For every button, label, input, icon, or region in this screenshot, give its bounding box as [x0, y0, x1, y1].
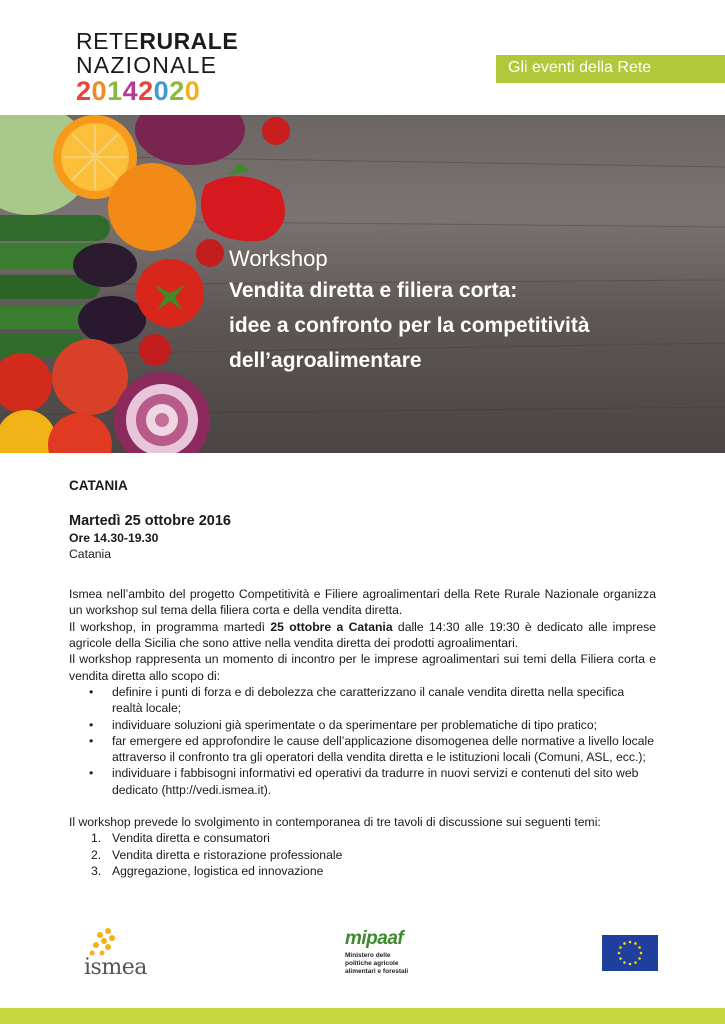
event-city: CATANIA — [69, 478, 128, 493]
topic-text: Vendita diretta e consumatori — [112, 831, 270, 846]
schedule-paragraph — [69, 619, 656, 652]
intro-paragraph: Ismea nell’ambito del progetto Competitività e Filiere agroalimentari della Rete Rurale Nazionale organizza un workshop sul tema della filiera corta e della vendita diretta. — [69, 587, 656, 618]
logo-year-digit: 0 — [153, 76, 170, 106]
list-item — [91, 847, 656, 863]
schedule-date-bold: 25 ottobre a Catania — [270, 619, 393, 634]
logo-year-digit: 4 — [122, 76, 139, 106]
list-item: • individuare soluzioni già sperimentate o da sperimentare per problematiche di tipo pratico; — [89, 717, 656, 733]
footer-bar — [0, 1008, 725, 1024]
rete-rurale-logo — [76, 30, 238, 105]
mipaaf-line2: politiche agricole — [345, 960, 399, 967]
hero-label: Workshop — [229, 246, 328, 271]
event-date: Martedì 25 ottobre 2016 — [69, 513, 231, 530]
hero-title-line1: Vendita diretta e filiera corta: — [229, 279, 518, 302]
eu-star-icon — [634, 942, 637, 945]
list-item: • far emergere ed approfondire le cause dell’applicazione disomogenea delle normative a livello locale attraverso il confronto tra gli operatori della vendita diretta e le istituzioni locali (Comuni, ASL, ecc.); — [89, 733, 656, 766]
hero-title-line3: dell’agroalimentare — [229, 349, 422, 372]
tables-paragraph: Il workshop prevede lo svolgimento in contemporanea di tre tavoli di discussione sui seguenti temi: — [69, 815, 601, 830]
topic-number: 1. — [91, 831, 102, 846]
logo-year-digit: 0 — [91, 76, 108, 106]
list-item — [91, 830, 656, 846]
schedule-text-before: Il workshop, in programma martedì — [69, 619, 271, 634]
eu-star-icon — [618, 952, 621, 955]
eu-star-icon — [619, 946, 622, 949]
event-place: Catania — [69, 546, 112, 561]
logo-year — [76, 78, 238, 105]
list-item: • individuare i fabbisogni informativi ed operativi da tradurre in nuovi servizi e contenuti del sito web dedicato (http://vedi.ismea.it). — [89, 765, 656, 798]
ismea-wordmark: ismea — [84, 955, 147, 980]
purpose-paragraph: Il workshop rappresenta un momento di incontro per le imprese agroalimentari sui temi della Filiera corta e vendita diretta allo scopo di: — [69, 652, 656, 683]
mipaaf-line3: alimentari e forestali — [345, 968, 409, 975]
topic-text: Vendita diretta e ristorazione professionale — [112, 847, 343, 862]
eu-star-icon — [619, 957, 622, 960]
event-time: Ore 14.30-19.30 — [69, 530, 159, 545]
mipaaf-line1: Ministero delle — [345, 952, 391, 959]
list-item — [91, 863, 656, 879]
eu-star-icon — [629, 963, 632, 966]
logo-year-digit: 2 — [138, 76, 154, 106]
events-banner: Gli eventi della Rete — [496, 55, 725, 83]
eu-star-icon — [634, 961, 637, 964]
logo-line1-light: RETE — [76, 28, 140, 54]
eu-star-icon — [638, 946, 641, 949]
mipaaf-wordmark: mipaaf — [345, 928, 404, 949]
eu-star-icon — [629, 941, 632, 944]
hero-title-line2: idee a confronto per la competitività — [229, 314, 590, 337]
logo-year-digit: 2 — [169, 76, 185, 106]
eu-flag-icon — [602, 935, 658, 971]
event-content — [69, 478, 656, 879]
eu-star-icon — [640, 952, 643, 955]
hero-image — [0, 115, 725, 453]
logo-year-digit: 0 — [184, 76, 201, 106]
eu-star-icon — [638, 957, 641, 960]
eu-star-icon — [623, 961, 626, 964]
objectives-list — [89, 684, 656, 798]
mipaaf-logo — [345, 928, 408, 976]
logo-year-digit: 1 — [107, 76, 123, 106]
topic-text: Aggregazione, logistica ed innovazione — [112, 863, 324, 878]
topic-number: 2. — [91, 847, 102, 862]
logo-line1-bold: RURALE — [139, 28, 239, 54]
eu-star-icon — [623, 942, 626, 945]
topic-number: 3. — [91, 863, 102, 878]
topics-list — [91, 830, 656, 879]
list-item: • definire i punti di forza e di debolezza che caratterizzano il canale vendita diretta nella specifica realtà locale; — [89, 684, 656, 717]
schedule-text-after: dalle 14:30 alle 19:30 è dedicato alle imprese agricole della Sicilia che sono attive nella vendita diretta dei prodotti agroalimentari. — [69, 619, 657, 651]
logo-year-digit: 2 — [76, 76, 92, 106]
logo-line2: NAZIONALE — [76, 52, 218, 78]
